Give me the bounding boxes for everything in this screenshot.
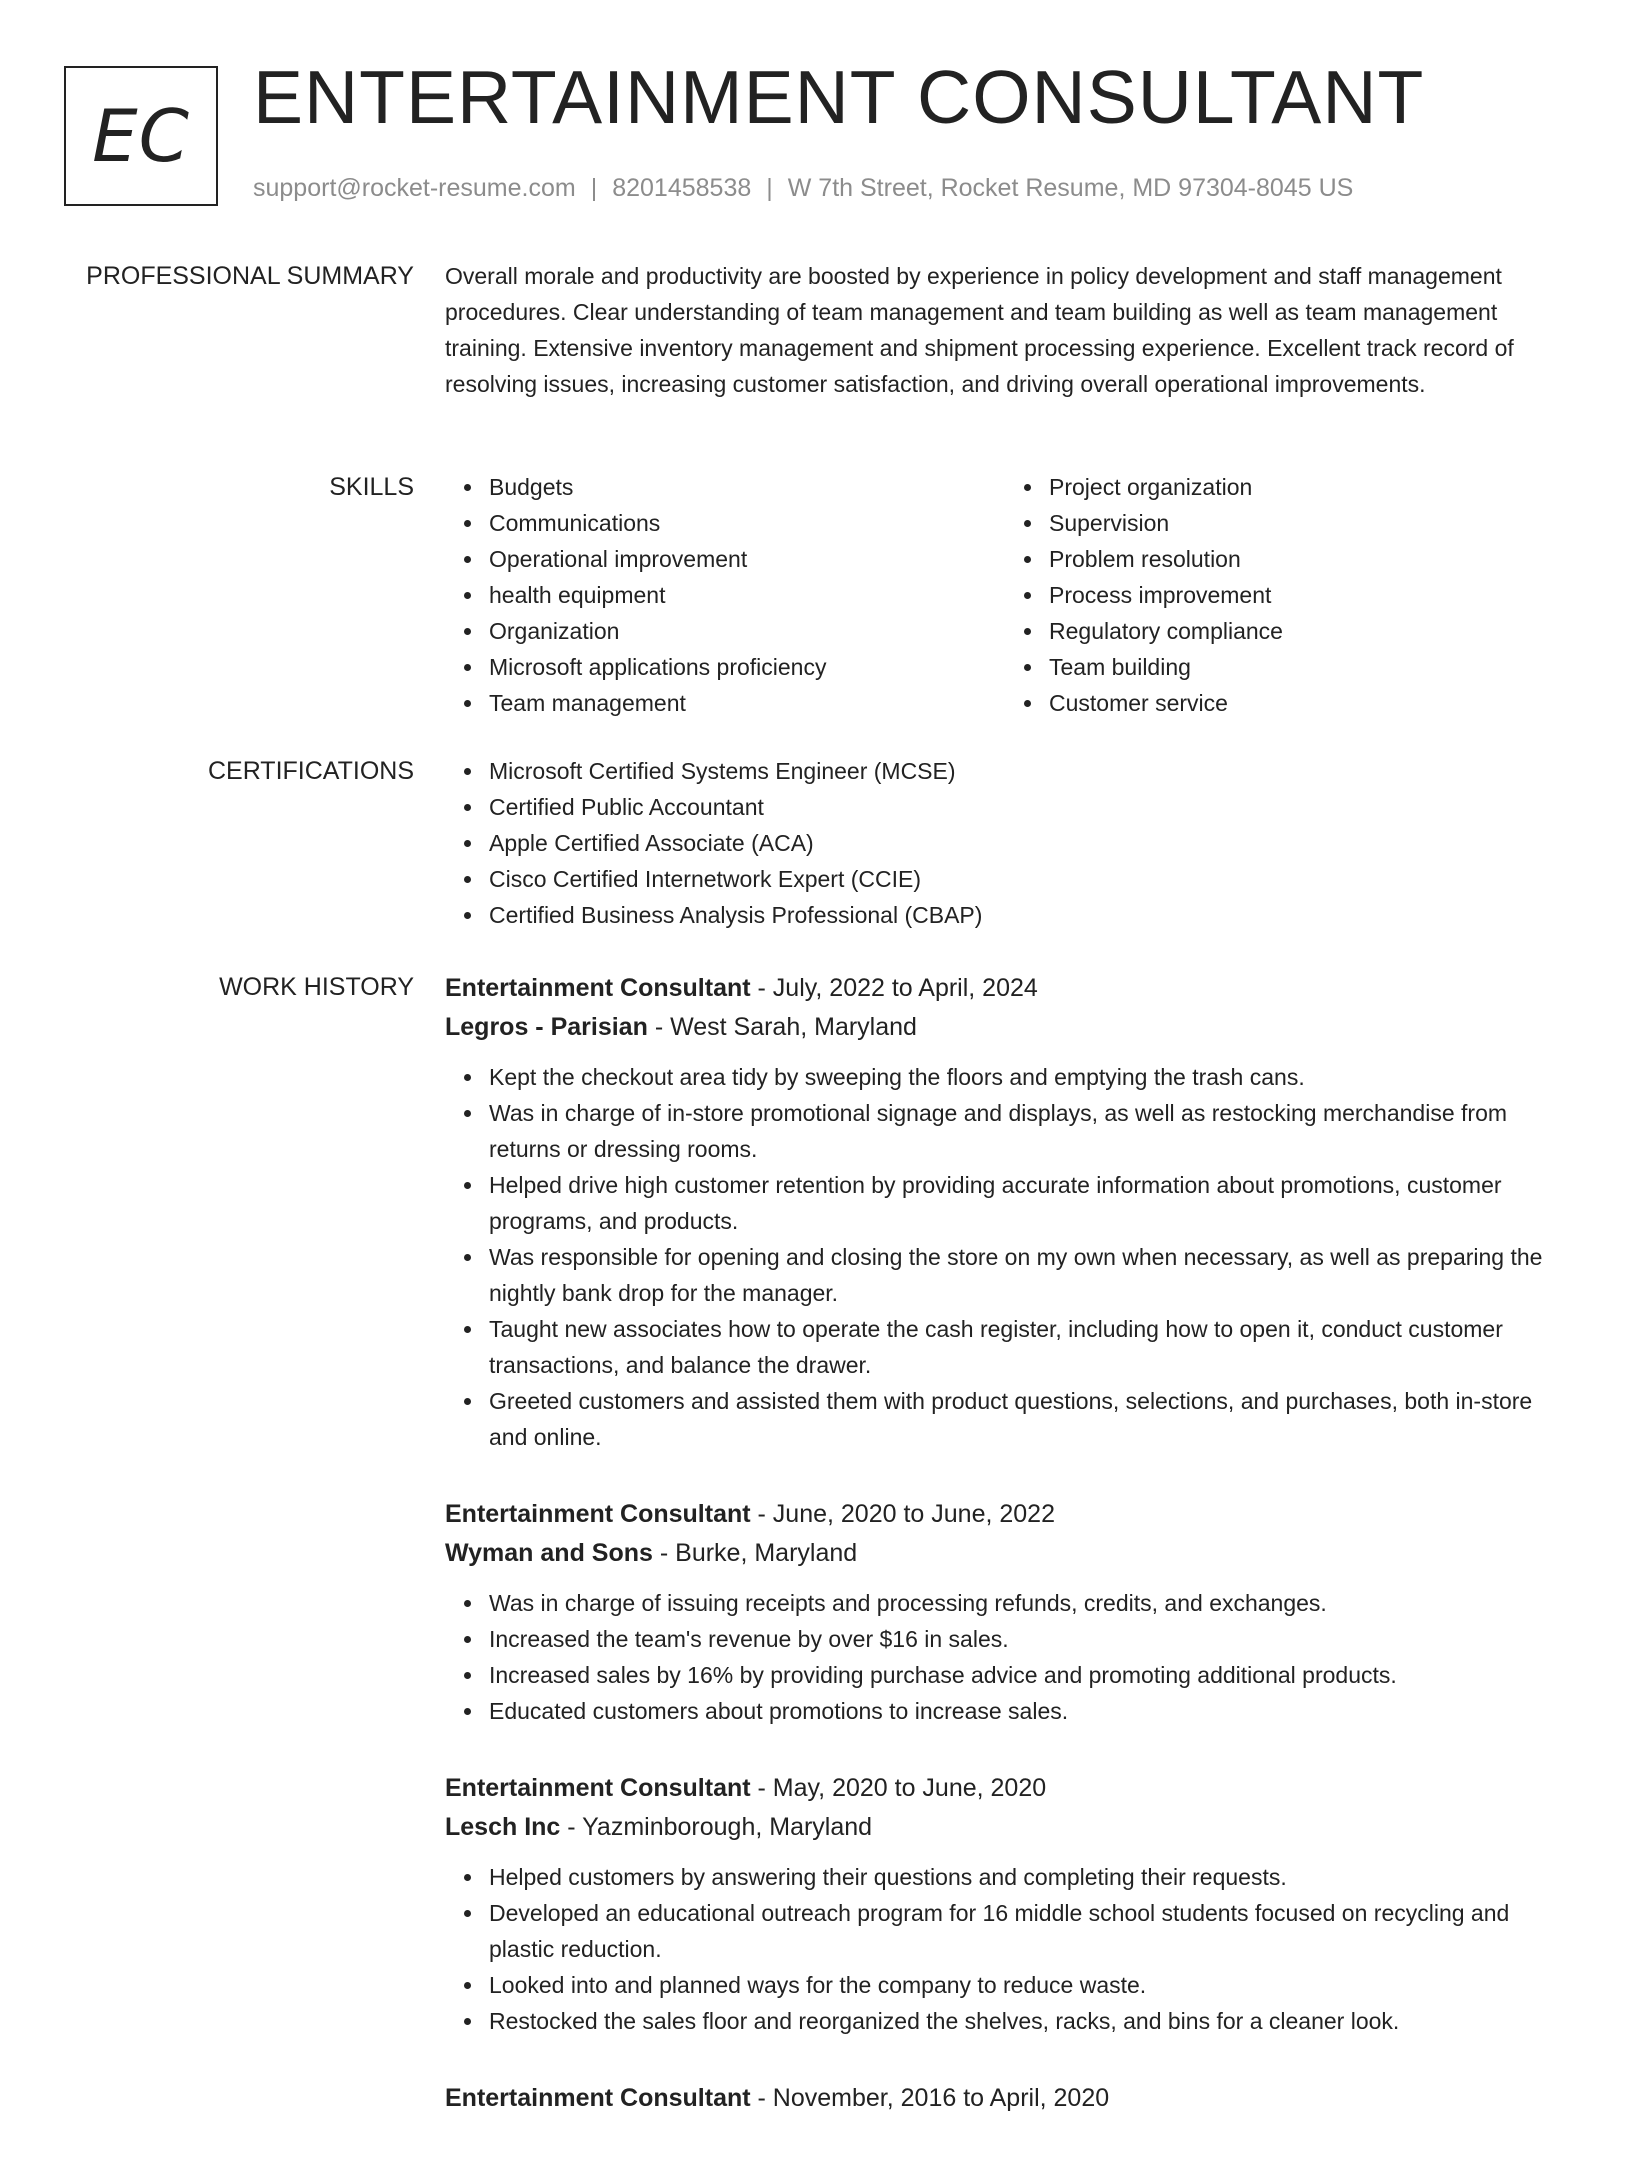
contact-address: W 7th Street, Rocket Resume, MD 97304-8045 US xyxy=(787,174,1354,202)
monogram-box xyxy=(64,66,218,206)
job-duties-list xyxy=(445,1585,1565,1729)
job-role: Entertainment Consultant xyxy=(445,1500,751,1528)
skill-item: Team building xyxy=(1049,649,1565,685)
job-duty-item: Restocked the sales floor and reorganized the shelves, racks, and bins for a cleaner look. xyxy=(489,2003,1565,2039)
summary-heading: PROFESSIONAL SUMMARY xyxy=(86,262,414,290)
certifications-list xyxy=(445,753,1565,933)
job-role: Entertainment Consultant xyxy=(445,2084,751,2112)
job-dates: - July, 2022 to April, 2024 xyxy=(757,974,1038,1002)
skill-item: Microsoft applications proficiency xyxy=(489,649,1005,685)
page-title: ENTERTAINMENT CONSULTANT xyxy=(253,55,1425,139)
job-location: - West Sarah, Maryland xyxy=(654,1013,917,1041)
skill-item: Regulatory compliance xyxy=(1049,613,1565,649)
skill-item: health equipment xyxy=(489,577,1005,613)
monogram-initials: EC xyxy=(92,94,190,178)
work-history-content xyxy=(445,969,1565,2158)
job-duty-item: Developed an educational outreach program for 16 middle school students focused on recycling and plastic reduction. xyxy=(489,1895,1565,1967)
skill-item: Organization xyxy=(489,613,1005,649)
skill-item: Operational improvement xyxy=(489,541,1005,577)
job-duty-item: Helped customers by answering their questions and completing their requests. xyxy=(489,1859,1565,1895)
job-entry xyxy=(445,1495,1565,1729)
skill-item: Communications xyxy=(489,505,1005,541)
contact-line xyxy=(253,174,1353,203)
job-company: Legros - Parisian xyxy=(445,1013,648,1041)
job-duty-item: Helped drive high customer retention by providing accurate information about promotions, customer programs, and products. xyxy=(489,1167,1565,1239)
job-entry xyxy=(445,969,1565,1455)
job-duty-item: Educated customers about promotions to increase sales. xyxy=(489,1693,1565,1729)
job-duty-item: Increased sales by 16% by providing purchase advice and promoting additional products. xyxy=(489,1657,1565,1693)
skills-list-right xyxy=(1005,469,1565,721)
job-role: Entertainment Consultant xyxy=(445,1774,751,1802)
job-duty-item: Looked into and planned ways for the company to reduce waste. xyxy=(489,1967,1565,2003)
job-role-line xyxy=(445,969,1565,1008)
job-duty-item: Kept the checkout area tidy by sweeping the floors and emptying the trash cans. xyxy=(489,1059,1565,1095)
certification-item: Microsoft Certified Systems Engineer (MCSE) xyxy=(489,753,1565,789)
certification-item: Cisco Certified Internetwork Expert (CCIE) xyxy=(489,861,1565,897)
skill-item: Team management xyxy=(489,685,1005,721)
job-duties-list xyxy=(445,1059,1565,1455)
job-entry xyxy=(445,1769,1565,2039)
job-company: Wyman and Sons xyxy=(445,1539,653,1567)
job-entry xyxy=(445,2079,1565,2118)
skill-item: Supervision xyxy=(1049,505,1565,541)
job-company-line xyxy=(445,1534,1565,1573)
job-role-line xyxy=(445,1495,1565,1534)
summary-content xyxy=(445,258,1565,402)
contact-separator: | xyxy=(590,174,598,202)
contact-email: support@rocket-resume.com xyxy=(253,174,576,202)
job-duty-item: Was in charge of in-store promotional signage and displays, as well as restocking merchandise from returns or dressing rooms. xyxy=(489,1095,1565,1167)
job-company: Lesch Inc xyxy=(445,1813,561,1841)
job-location: - Burke, Maryland xyxy=(659,1539,858,1567)
certification-item: Certified Public Accountant xyxy=(489,789,1565,825)
job-dates: - November, 2016 to April, 2020 xyxy=(757,2084,1110,2112)
certifications-content xyxy=(445,753,1565,933)
certification-item: Apple Certified Associate (ACA) xyxy=(489,825,1565,861)
summary-text: Overall morale and productivity are boosted by experience in policy development and staff management procedures. Clear understanding of team management and team building as well as team management training. Extensive inventory management and shipment processing experience. Excellent track record of resolving issues, increasing customer satisfaction, and driving overall operational improvements. xyxy=(445,263,1514,397)
skill-item: Customer service xyxy=(1049,685,1565,721)
skills-content xyxy=(445,469,1565,721)
job-dates: - May, 2020 to June, 2020 xyxy=(757,1774,1047,1802)
skill-item: Project organization xyxy=(1049,469,1565,505)
contact-separator: | xyxy=(766,174,773,202)
job-location: - Yazminborough, Maryland xyxy=(567,1813,873,1841)
job-dates: - June, 2020 to June, 2022 xyxy=(757,1500,1055,1528)
job-company-line xyxy=(445,1008,1565,1047)
job-duty-item: Greeted customers and assisted them with product questions, selections, and purchases, both in-store and online. xyxy=(489,1383,1565,1455)
job-duties-list xyxy=(445,1859,1565,2039)
job-duty-item: Was in charge of issuing receipts and processing refunds, credits, and exchanges. xyxy=(489,1585,1565,1621)
job-company-line xyxy=(445,1808,1565,1847)
job-duty-item: Increased the team's revenue by over $16 in sales. xyxy=(489,1621,1565,1657)
job-role-line xyxy=(445,1769,1565,1808)
work-history-heading: WORK HISTORY xyxy=(219,973,414,1001)
skills-heading: SKILLS xyxy=(329,473,414,501)
certifications-heading: CERTIFICATIONS xyxy=(207,757,414,785)
skills-list-left xyxy=(445,469,1005,721)
job-duty-item: Was responsible for opening and closing the store on my own when necessary, as well as preparing the nightly bank drop for the manager. xyxy=(489,1239,1565,1311)
skill-item: Problem resolution xyxy=(1049,541,1565,577)
skill-item: Budgets xyxy=(489,469,1005,505)
job-duty-item: Taught new associates how to operate the cash register, including how to open it, conduct customer transactions, and balance the drawer. xyxy=(489,1311,1565,1383)
skill-item: Process improvement xyxy=(1049,577,1565,613)
contact-phone: 8201458538 xyxy=(612,174,752,202)
job-role: Entertainment Consultant xyxy=(445,974,751,1002)
certification-item: Certified Business Analysis Professional (CBAP) xyxy=(489,897,1565,933)
job-role-line xyxy=(445,2079,1565,2118)
